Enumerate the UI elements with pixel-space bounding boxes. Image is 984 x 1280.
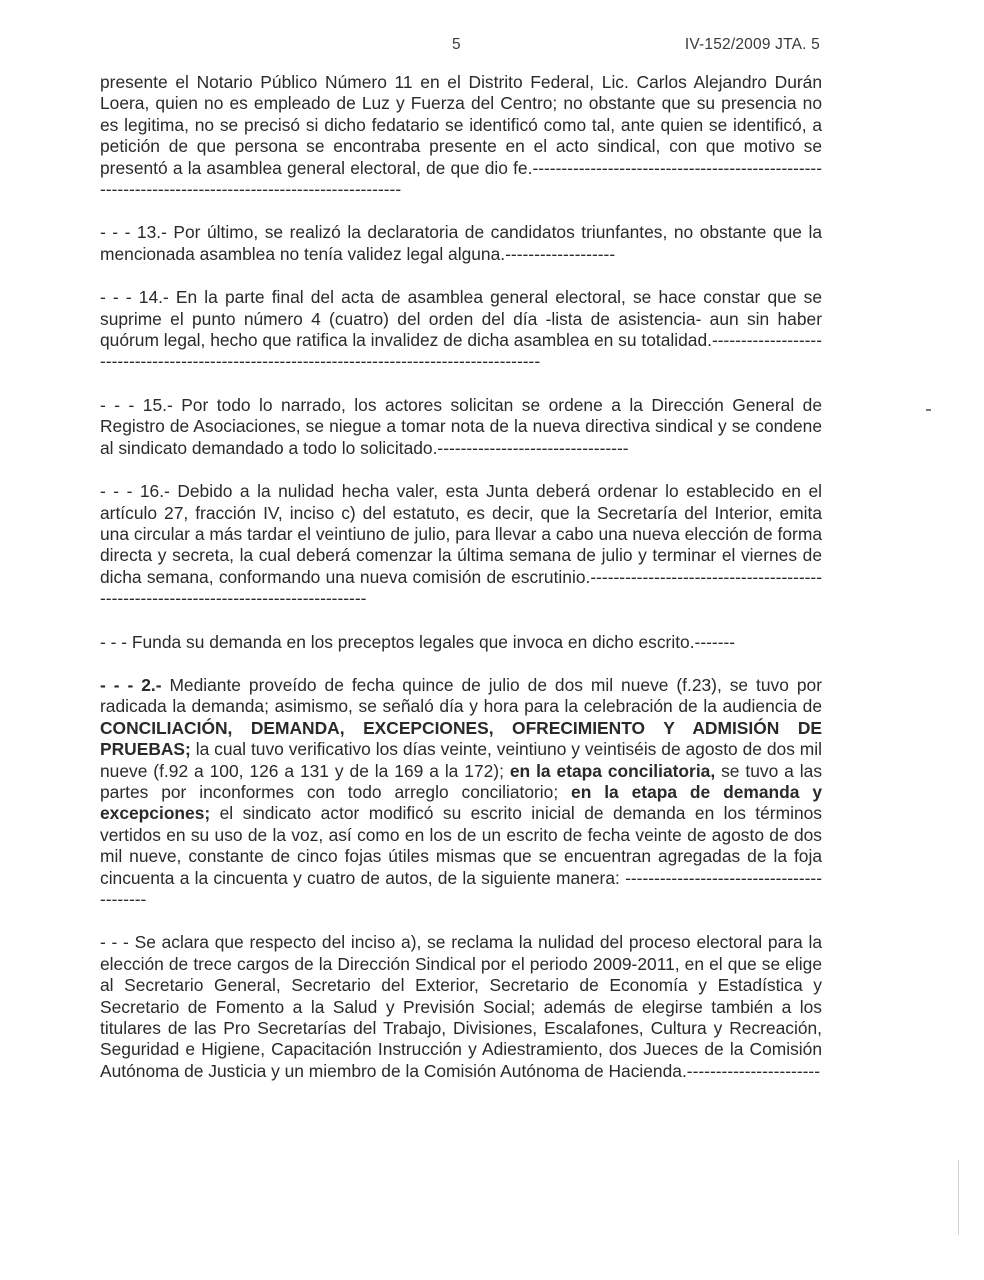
text-segment: - - - Funda su demanda en los preceptos legales que invoca en dicho escrito. bbox=[100, 631, 695, 652]
paragraph bbox=[100, 72, 822, 200]
bold-text-segment: CONCILIACIÓN, DEMANDA, EXCEPCIONES, OFRECIMIENTO Y ADMISIÓN DE PRUEBAS; bbox=[100, 717, 822, 760]
paragraph bbox=[100, 932, 822, 1082]
text-segment: ----------------------- bbox=[686, 1060, 820, 1081]
text-segment: la cual tuvo verificativo los días veinte, veintiuno y veintiséis de agosto de dos mil nueve (f.92 a 100, 126 a 131 y de la 169 a la 172); bbox=[100, 739, 822, 781]
text-segment: presente el Notario Público Número 11 en el Distrito Federal, Lic. Carlos Alejandro Durán Loera, quien no es empleado de Luz y Fuerza del Centro; no obstante que su presencia no es legitima, no se precisó si dicho fedatario se identificó como tal, ante quien se identificó, a petición de que persona se encontraba presente en el acto sindical, con que motivo se presentó a la asamblea general electoral, de que dio fe. bbox=[100, 72, 822, 178]
case-reference: IV-152/2009 JTA. 5 bbox=[684, 36, 820, 53]
paragraph bbox=[100, 632, 822, 653]
text-segment: ----------------------------------------------------------------------------------------------- bbox=[100, 330, 823, 372]
scan-edge-line bbox=[958, 1160, 959, 1235]
text-segment: - - - 14.- En la parte final del acta de asamblea general electoral, se hace constar que se suprime el punto número 4 (cuatro) del orden del día -lista de asistencia- aun sin haber quórum legal, hecho que ratifica la invalidez de dicha asamblea en su totalidad. bbox=[100, 287, 822, 351]
text-segment: - - - 16.- Debido a la nulidad hecha valer, esta Junta deberá ordenar lo establecido en el artículo 27, fracción IV, inciso c) del estatuto, es decir, que la Secretaría del Interior, emita una circular a más tardar el veintiuno de julio, para llevar a cabo una nueva elección de forma directa y secreta, la cual deberá comenzar la última semana de julio y terminar el viernes de dicha semana, conformando una nueva comisión de escrutinio. bbox=[100, 481, 822, 587]
text-segment: ------------------- bbox=[505, 243, 616, 264]
paragraph bbox=[100, 222, 822, 265]
document-body bbox=[100, 72, 822, 1104]
text-segment: --------------------------------- bbox=[437, 437, 629, 458]
text-segment: el sindicato actor modificó su escrito inicial de demanda en los términos vertidos en su uso de la voz, así como en los de un escrito de fecha veinte de agosto de dos mil nueve, constante de cinco fojas útiles mismas que se encuentran agregadas de la foja cincuenta a la cincuenta y cuatro de autos, de la siguiente manera: bbox=[100, 803, 822, 888]
text-segment: ------------------------------------------ bbox=[100, 867, 822, 909]
page-header bbox=[0, 36, 984, 56]
text-segment: ------------------------------------------------------------------------------------------------------ bbox=[100, 157, 822, 200]
text-segment: Mediante proveído de fecha quince de julio de dos mil nueve (f.23), se tuvo por radicada la demanda; asimismo, se señaló día y hora para la celebración de la audiencia de bbox=[100, 674, 822, 717]
page-number: 5 bbox=[452, 36, 461, 53]
bold-text-segment: en la etapa conciliatoria, bbox=[509, 760, 716, 781]
paragraph bbox=[100, 395, 822, 459]
text-segment: se tuvo a las partes por inconformes con todo arreglo conciliatorio; bbox=[100, 760, 823, 802]
text-segment: ------- bbox=[694, 631, 736, 652]
paragraph bbox=[100, 675, 822, 910]
paragraph bbox=[100, 481, 822, 609]
scan-mark bbox=[926, 409, 931, 411]
bold-text-segment: en la etapa de demanda y excepciones; bbox=[100, 781, 822, 824]
text-segment: - - - 13.- Por último, se realizó la declaratoria de candidatos triunfantes, no obstante que la mencionada asamblea no tenía validez legal alguna. bbox=[100, 222, 822, 264]
text-segment: -------------------------------------------------------------------------------------- bbox=[100, 566, 822, 609]
text-segment: - - - Se aclara que respecto del inciso a), se reclama la nulidad del proceso electoral para la elección de trece cargos de la Dirección Sindical por el periodo 2009-2011, en el que se elige al Secretario General, Secretario del Exterior, Secretario de Economía y Estadística y Secretario de Fomento a la Salud y Previsión Social; además de elegirse también a los titulares de las Pro Secretarías del Trabajo, Divisiones, Escalafones, Cultura y Recreación, Seguridad e Higiene, Capacitación Instrucción y Adiestramiento, dos Jueces de la Comisión Autónoma de Justicia y un miembro de la Comisión Autónoma de Hacienda. bbox=[100, 932, 822, 1081]
paragraph bbox=[100, 287, 822, 373]
text-segment: - - - 15.- Por todo lo narrado, los actores solicitan se ordene a la Dirección General de Registro de Asociaciones, se niegue a tomar nota de la nueva directiva sindical y se condene al sindicato demandado a todo lo solicitado. bbox=[100, 394, 822, 458]
bold-text-segment: - - - 2.- bbox=[100, 674, 162, 695]
